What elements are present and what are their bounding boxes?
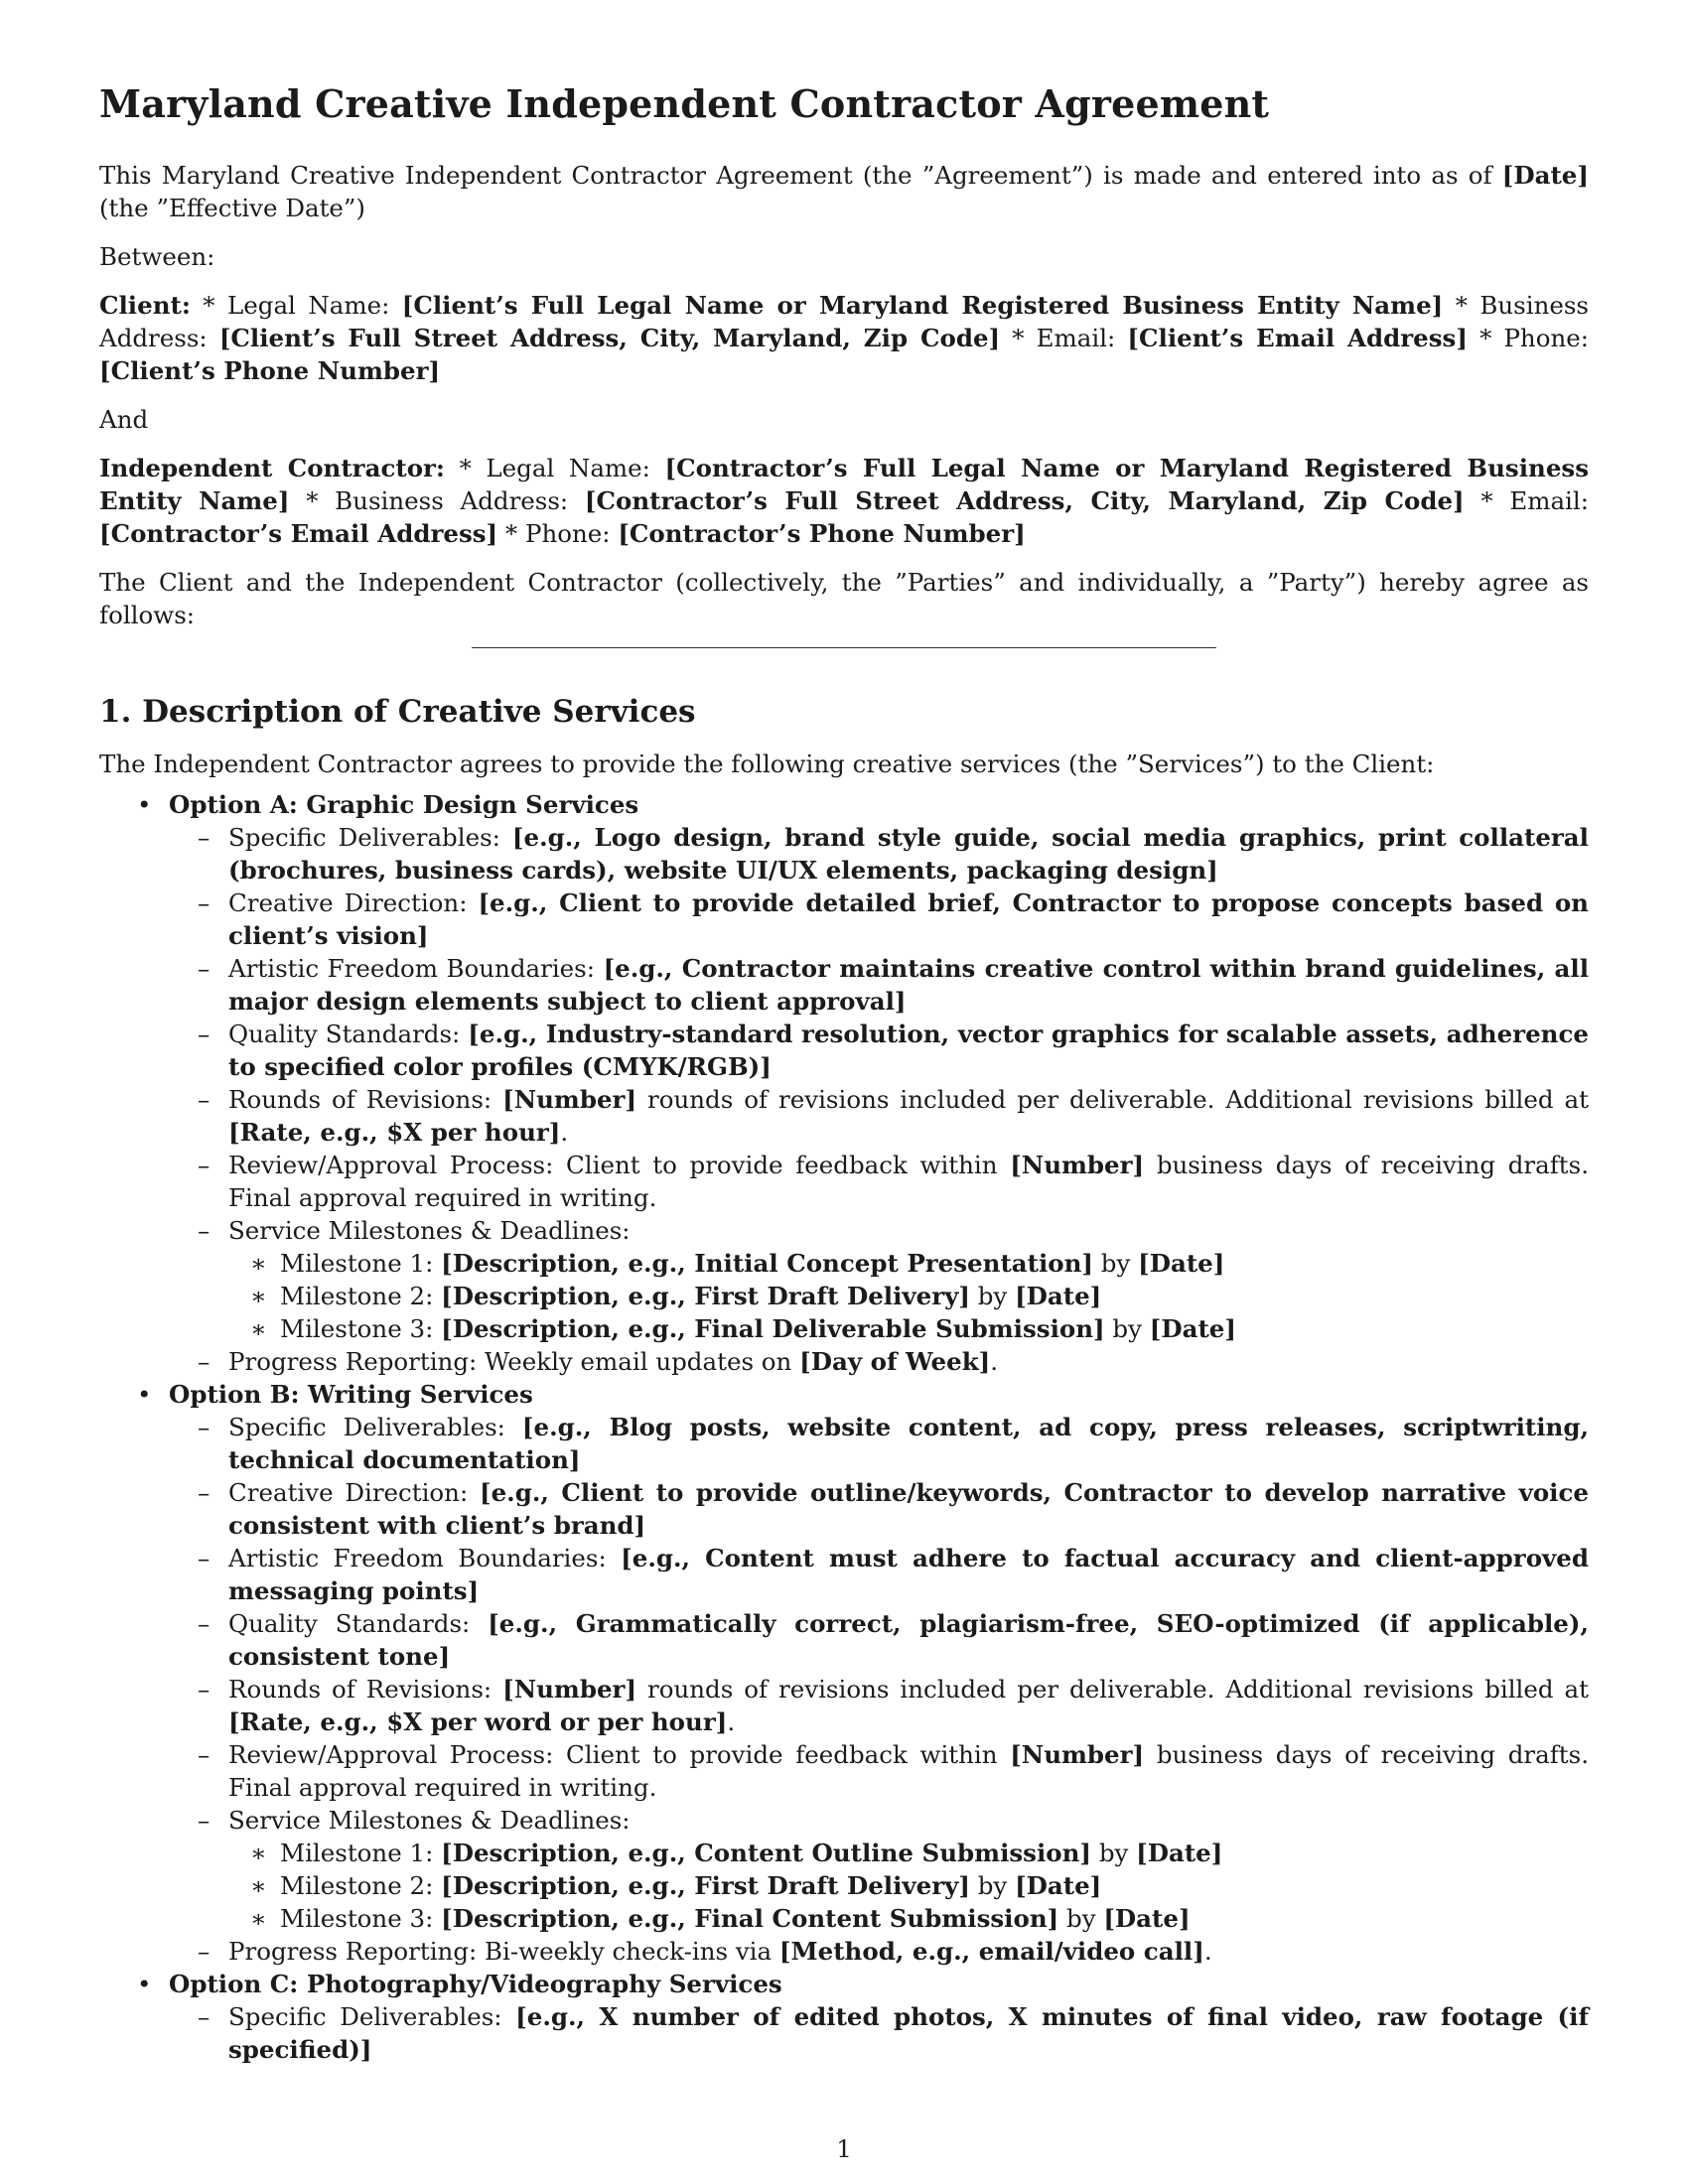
list-item: – Quality Standards: [e.g., Grammatically correct, plagiarism-free, SEO-optimized (if applicable), consistent tone]	[198, 1609, 1589, 1671]
dash-icon: –	[198, 1544, 211, 1572]
section-1-intro: The Independent Contractor agrees to provide the following creative services (the ”Services”) to the Client:	[99, 750, 1435, 778]
star-icon: ∗	[250, 1282, 267, 1310]
milestone-item: ∗ Milestone 3: [Description, e.g., Final Deliverable Submission] by [Date]	[250, 1314, 1236, 1343]
bullet-icon: •	[137, 1970, 152, 1998]
services-options-list	[99, 788, 1589, 2066]
list-item: – Quality Standards: [e.g., Industry-standard resolution, vector graphics for scalable assets, adherence to specified color profiles (CMYK/RGB)]	[198, 1020, 1589, 1081]
document-page	[99, 0, 1589, 2184]
dash-icon: –	[198, 1347, 211, 1376]
list-item: – Specific Deliverables: [e.g., Blog posts, website content, ad copy, press releases, scriptwriting, technical documentation]	[198, 1413, 1589, 1474]
list-item: – Artistic Freedom Boundaries: [e.g., Contractor maintains creative control within brand guidelines, all major design elements subject to client approval]	[198, 954, 1589, 1016]
star-icon: ∗	[250, 1839, 267, 1867]
milestones-list	[228, 1247, 1589, 1345]
page-number: 1	[836, 2134, 852, 2163]
dash-icon: –	[198, 1740, 211, 1769]
document-title: Maryland Creative Independent Contractor Agreement	[99, 81, 1270, 126]
list-item: – Specific Deliverables: [e.g., Logo design, brand style guide, social media graphics, print collateral (brochures, business cards), website UI/UX elements, packaging design]	[198, 823, 1589, 885]
list-item: – Rounds of Revisions: [Number] rounds of revisions included per deliverable. Additional revisions billed at [Rate, e.g., $X per hour].	[198, 1085, 1589, 1147]
list-item: – Rounds of Revisions: [Number] rounds of revisions included per deliverable. Additional revisions billed at [Rate, e.g., $X per word or per hour].	[198, 1675, 1589, 1736]
intro-paragraph: This Maryland Creative Independent Contractor Agreement (the ”Agreement”) is made and entered into as of [Date] (the ”Effective Date”)	[99, 161, 1589, 222]
contractor-block: Independent Contractor: * Legal Name: [Contractor’s Full Legal Name or Maryland Registered Business Entity Name] * Business Address: [Contractor’s Full Street Address, City, Maryland, Zip Code] * Email: [Contractor’s Email Address] * Phone: [Contractor’s Phone Number]	[99, 454, 1589, 548]
and-label: And	[99, 405, 149, 434]
milestones-list	[228, 1837, 1589, 1935]
dash-icon: –	[198, 1151, 211, 1179]
dash-icon: –	[198, 1806, 211, 1835]
option-b-item	[99, 1378, 1589, 1968]
bullet-icon: •	[137, 790, 152, 819]
option-b-details	[169, 1411, 1589, 1968]
dash-icon: –	[198, 2002, 211, 2031]
list-item: – Review/Approval Process: Client to provide feedback within [Number] business days of receiving drafts. Final approval required in writing.	[198, 1151, 1589, 1212]
list-item: – Progress Reporting: Bi-weekly check-ins via [Method, e.g., email/video call].	[198, 1937, 1212, 1966]
star-icon: ∗	[250, 1314, 267, 1343]
star-icon: ∗	[250, 1871, 267, 1900]
client-block: Client: * Legal Name: [Client’s Full Legal Name or Maryland Registered Business Entity Name] * Business Address: [Client’s Full Street Address, City, Maryland, Zip Code] * Email: [Client’s Email Address] * Phone: [Client’s Phone Number]	[99, 291, 1589, 385]
milestone-item: ∗ Milestone 1: [Description, e.g., Content Outline Submission] by [Date]	[250, 1839, 1223, 1867]
list-item: – Service Milestones & Deadlines: ∗ Milestone 1: [Description, e.g., Initial Concept Presentation] by [Date] ∗ Milestone 2: [Description, e.g., First Draft Delivery] by [Date] ∗ Milestone 3: [Description, e.g., Final Deliverable Submission] by [Date]	[169, 1214, 1589, 1345]
option-a-details	[169, 821, 1589, 1378]
option-c-item	[99, 1968, 1589, 2066]
dash-icon: –	[198, 823, 211, 852]
bullet-icon: •	[137, 1380, 152, 1409]
dash-icon: –	[198, 1413, 211, 1441]
milestone-item: ∗ Milestone 2: [Description, e.g., First Draft Delivery] by [Date]	[250, 1871, 1102, 1900]
parties-paragraph: The Client and the Independent Contractor (collectively, the ”Parties” and individually, a ”Party”) hereby agree as follows:	[99, 568, 1589, 629]
option-c-details	[169, 2000, 1589, 2066]
dash-icon: –	[198, 1085, 211, 1114]
milestone-item: ∗ Milestone 1: [Description, e.g., Initial Concept Presentation] by [Date]	[250, 1249, 1225, 1278]
option-c-title: Option C: Photography/Videography Services	[169, 1970, 782, 1998]
document-body	[99, 159, 1589, 2066]
option-b-title: Option B: Writing Services	[169, 1380, 533, 1409]
list-item: – Specific Deliverables: [e.g., X number of edited photos, X minutes of final video, raw footage (if specified)]	[198, 2002, 1589, 2064]
option-a-title: Option A: Graphic Design Services	[169, 790, 639, 819]
star-icon: ∗	[250, 1904, 267, 1933]
list-item: – Creative Direction: [e.g., Client to provide outline/keywords, Contractor to develop narrative voice consistent with client’s brand]	[198, 1478, 1589, 1540]
dash-icon: –	[198, 1937, 211, 1966]
dash-icon: –	[198, 954, 211, 983]
list-item: – Artistic Freedom Boundaries: [e.g., Content must adhere to factual accuracy and client-approved messaging points]	[198, 1544, 1589, 1605]
milestone-item: ∗ Milestone 3: [Description, e.g., Final Content Submission] by [Date]	[250, 1904, 1191, 1933]
list-item: – Review/Approval Process: Client to provide feedback within [Number] business days of receiving drafts. Final approval required in writing.	[198, 1740, 1589, 1802]
dash-icon: –	[198, 1478, 211, 1507]
star-icon: ∗	[250, 1249, 267, 1278]
dash-icon: –	[198, 1675, 211, 1704]
list-item: – Service Milestones & Deadlines: ∗ Milestone 1: [Description, e.g., Content Outline Submission] by [Date] ∗ Milestone 2: [Description, e.g., First Draft Delivery] by [Date] ∗ Milestone 3: [Description, e.g., Final Content Submission] by [Date]	[169, 1804, 1589, 1935]
dash-icon: –	[198, 888, 211, 917]
dash-icon: –	[198, 1020, 211, 1048]
horizontal-rule	[472, 647, 1216, 648]
dash-icon: –	[198, 1216, 211, 1245]
list-item: – Progress Reporting: Weekly email updates on [Day of Week].	[198, 1347, 999, 1376]
between-label: Between:	[99, 242, 215, 271]
option-a-item	[99, 788, 1589, 1378]
milestone-item: ∗ Milestone 2: [Description, e.g., First Draft Delivery] by [Date]	[250, 1282, 1102, 1310]
list-item: – Creative Direction: [e.g., Client to provide detailed brief, Contractor to propose concepts based on client’s vision]	[198, 888, 1589, 950]
section-1-heading: 1. Description of Creative Services	[99, 694, 696, 730]
dash-icon: –	[198, 1609, 211, 1638]
